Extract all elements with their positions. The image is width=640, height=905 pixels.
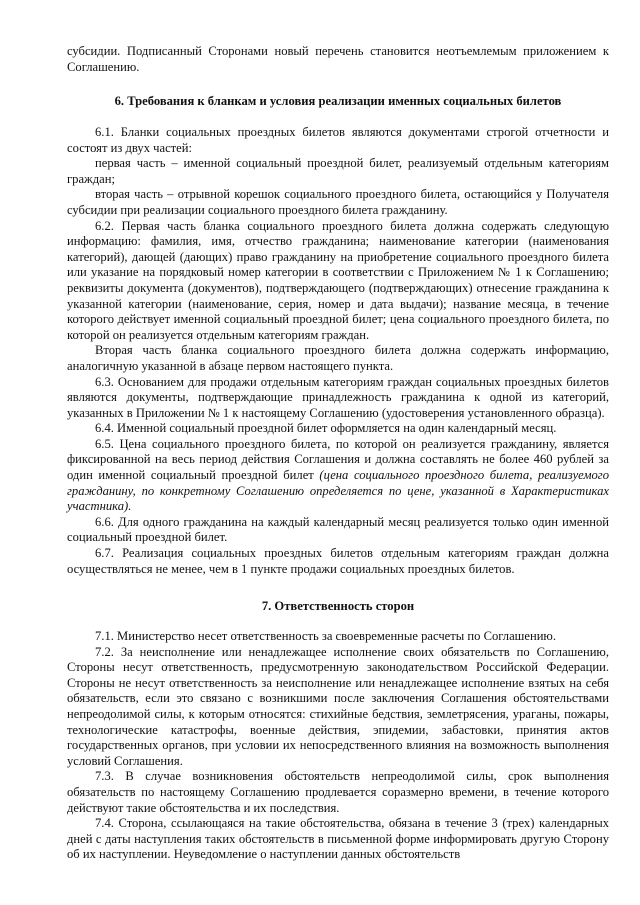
intro-block (67, 44, 609, 75)
paragraph-7-3: 7.3. В случае возникновения обстоятельств непреодолимой силы, срок выполнения обязательств по настоящему Соглашению продлевается соразмерно времени, в течение которого действуют такие обстоятельства и их последствия. (67, 769, 609, 815)
section-7-body (67, 629, 609, 863)
paragraph-6-4: 6.4. Именной социальный проездной билет оформляется на один календарный месяц. (95, 421, 557, 436)
intro-paragraph: субсидии. Подписанный Сторонами новый перечень становится неотъемлемым приложением к Соглашению. (67, 44, 609, 74)
paragraph-6-7: 6.7. Реализация социальных проездных билетов отдельным категориям граждан должна осуществляться не менее, чем в 1 пункте продажи социальных проездных билетов. (67, 546, 609, 576)
section-7 (67, 599, 609, 615)
paragraph-6-2-second: Вторая часть бланка социального проездного билета должна содержать информацию, аналогичную указанной в абзаце первом настоящего пункта. (67, 343, 609, 373)
paragraph-6-3: 6.3. Основанием для продажи отдельным категориям граждан социальных проездных билетов являются документы, подтверждающие принадлежность гражданина к одной из категорий, указанных в Приложении № 1 к настоящему Соглашению (удостоверения установленного образца). (67, 374, 609, 420)
section-6-heading: 6. Требования к бланкам и условия реализации именных социальных билетов (114, 94, 562, 108)
paragraph-6-6: 6.6. Для одного гражданина на каждый календарный месяц реализуется только один именной социальный проездной билет. (67, 514, 609, 545)
paragraph-7-1: 7.1. Министерство несет ответственность за своевременные расчеты по Соглашению. (95, 629, 556, 643)
paragraph-6-1: 6.1. Бланки социальных проездных билетов являются документами строгой отчетности и состоят из двух частей: (67, 125, 609, 155)
paragraph-7-2: 7.2. За неисполнение или ненадлежащее исполнение своих обязательств по Соглашению, Стороны несут ответственность, предусмотренную законодательством Российской Федерации. Стороны не несут ответственность за неисполнение или ненадлежащее исполнение взятых на себя обязательств, если это связано с возникшими после заключения Соглашения обстоятельствами непреодолимой силы, к которым относятся: стихийные бедствия, землетрясения, ураганы, пожары, технологические катастрофы, военные действия, эпидемии, забастовки, принятия актов государственных органов, при условии их непосредственного влияния на возможность выполнения условий Соглашения. (67, 644, 609, 768)
paragraph-6-5-italic: (цена социального проездного билета, реализуемого гражданину, по конкретному Соглашению определяется по цене, указанной в Характеристиках участника). (67, 468, 609, 514)
paragraph-6-1-part1: первая часть – именной социальный проездной билет, реализуемый отдельным категориям граждан; (67, 156, 609, 186)
section-6 (67, 94, 609, 110)
paragraph-6-5 (67, 437, 609, 515)
paragraph-6-5-main: 6.5. Цена социального проездного билета, по которой он реализуется гражданину, является фиксированной на весь период действия Соглашения и должна составлять не более 460 рублей за один именной социальный проездной билет (67, 436, 609, 483)
paragraph-6-1-part2: вторая часть – отрывной корешок социального проездного билета, остающийся у Получателя субсидии при реализации социального проездного билета гражданину. (67, 187, 609, 217)
paragraph-6-2: 6.2. Первая часть бланка социального проездного билета должна содержать следующую информацию: фамилия, имя, отчество гражданина; наименование категории (наименования категорий), дающей (дающих) право гражданину на приобретение социального проездного билета или указание на порядковый номер категории в соответствии с Приложением № 1 к Соглашению; реквизиты документа (документов), подтверждающего (подтверждающих) отнесение гражданина к указанной категории (наименование, серия, номер и дата выдачи); название месяца, в течение которого действует именной социальный проездной билет; цена социального проездного билета, по которой он реализуется отдельным категориям граждан. (67, 218, 609, 342)
section-6-body (67, 125, 609, 577)
paragraph-7-4: 7.4. Сторона, ссылающаяся на такие обстоятельства, обязана в течение 3 (трех) календарных дней с даты наступления таких обстоятельств в письменной форме информировать другую Сторону об их наступлении. Неуведомление о наступлении данных обстоятельств (67, 816, 609, 862)
section-7-heading: 7. Ответственность сторон (261, 599, 415, 613)
